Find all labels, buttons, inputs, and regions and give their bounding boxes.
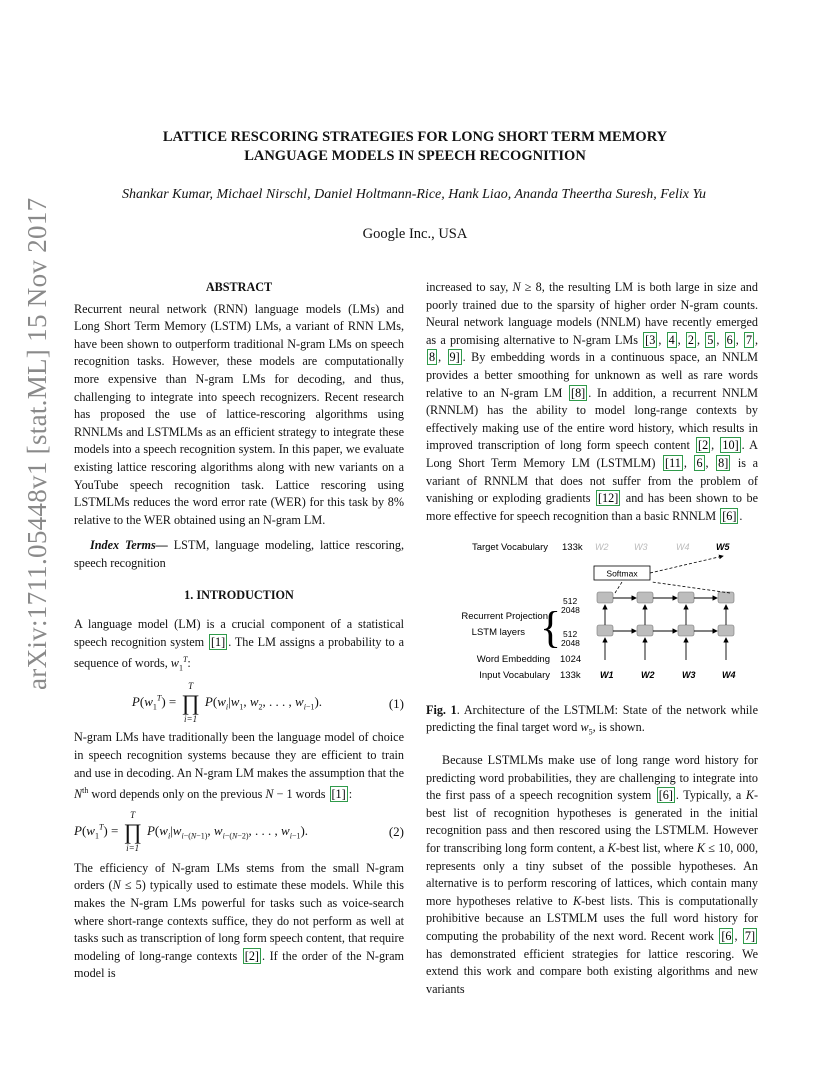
right-column-top [426,279,758,525]
affiliation: Google Inc., USA [362,226,468,242]
input-vocab-size: 133k [560,670,581,681]
right-p1-text-f: is a variant of RNNLM that does not suffer from the problem of vanishing or exploding gradients [426,455,759,506]
caption-end: , is shown. [592,720,645,734]
right-column-bottom [426,752,758,998]
citation-link[interactable]: 7 [745,332,753,347]
paper-title [90,128,740,166]
citation-link[interactable]: [11 [665,455,681,470]
input-word: W3 [682,670,696,680]
right-p2-text-d: -best list, where [615,840,697,855]
left-column [74,279,404,983]
right-p1-text-h: . [739,508,743,523]
citation-link[interactable]: [8] [571,385,586,400]
input-word: W2 [641,670,655,680]
output-word: W4 [676,542,690,552]
citation-link[interactable]: 2 [687,332,694,347]
abstract-heading: ABSTRACT [205,280,273,294]
lstm-cell [597,592,613,603]
dim-label: 2048 [561,605,580,615]
title-line-1: LATTICE RESCORING STRATEGIES FOR LONG SHORT TERM MEMORY [162,129,668,145]
citation-link[interactable]: 10] [722,438,739,453]
citation-link[interactable]: [3 [645,332,656,347]
dim-label: 512 [563,596,578,606]
intro-paragraph-1: A language model (LM) is a crucial component of a statistical speech recognition system [1] . The LM assigns a probability to a sequence of words, $w_1^T$: [74,617,404,673]
citation-link[interactable]: 9] [449,350,460,365]
citation-link[interactable]: [1] [331,787,346,802]
softmax-arrow [650,556,723,573]
citation-link[interactable]: 6 [696,455,703,470]
lstm-cell [678,625,694,636]
softmax-label: Softmax [606,568,638,579]
abstract-text: Recurrent neural network (RNN) language models (LMs) and Long Short Term Memory (LSTM) LMs, a variant of RNN LMs, have been shown to outperform traditional N-gram LMs on speech recognition tasks. However, these models are computationally more expensive than N-gram LMs for decoding, and thus, challenging to integrate into speech recognizers. Recent research has proposed the use of lattice-rescoring algorithms using RNNLMs and LSTMLMs as an efficient strategy to integrate these models into a speech recognition system. In this paper, we evaluate existing lattice rescoring algorithms along with new variants on a YouTube speech recognition task. Lattice rescoring using LSTMLMs reduces the word error rate (WER) for this task by 8% relative to the WER obtained using an N-gram LM. [74,301,404,527]
intro-p3-text-b: ) typically used to estimate these models. While this makes the N-gram LMs powerful for tasks such as voice-search where short-range contexts suffice, they do not perform as well at tasks such as transcription of long form speech content, that require modeling of long-range contexts [74,878,405,963]
target-vocab-label: Target Vocabulary [471,542,548,553]
input-word: W4 [722,670,736,680]
citation-link[interactable]: 8 [429,350,436,365]
lstm-cell [637,592,653,603]
intro-p3-text-a: The efficiency of N-gram LMs stems from the small N-gram orders ( [74,860,404,893]
lstm-cell [637,625,653,636]
right-p2-text-g: has demonstrated efficient strategies for lattice rescoring. We extend this work and compare both existing algorithms and new variants [426,946,758,996]
equation-1: $P(w_1^T)$ = T ∏ i=1 $P(w_i|w_1$, $w_2$, . . . , $w_{i-1}$). (1) [131,681,404,725]
lstm-cells [597,592,734,660]
dashed-link [652,582,730,593]
figure-caption: Fig. 1. Architecture of the LSTMLM: State of the network while predicting the final target word $w_5$, is shown. [426,703,758,737]
citation-link[interactable]: 8] [718,455,729,470]
recurrent-projection-label: Recurrent Projection [461,611,548,622]
caption-label: Fig. 1 [426,703,457,717]
output-words [595,542,730,552]
intro-paragraph-3: The efficiency of N-gram LMs stems from the small N-gram orders (N ≤ 5) typically used to estimate these models. While this makes the N-gram LMs powerful for tasks such as voice-search where short-range contexts suffice, they do not perform as well at tasks such as transcription of long form speech content, that require modeling of long-range contexts [2] . If the order of the N-gram model is [74,860,405,981]
index-terms [74,537,404,572]
word-embedding-size: 1024 [560,654,582,665]
intro-heading: 1. INTRODUCTION [184,587,294,602]
citation-link[interactable]: [2] [244,948,259,963]
right-p1-text-c: . By embedding words in a continuous space, an NNLM provides a better smoothing for unknown as well as rare words relative to an N-gram LM [426,350,759,400]
output-word: W3 [634,542,648,552]
dashed-link [615,582,622,593]
intro-p2-text-c: words [292,787,329,802]
citation-link[interactable]: [1] [210,634,226,649]
citation-link[interactable]: [12] [597,491,619,506]
dim-label: 512 [563,629,578,639]
right-p2-text-e: , represents only a tiny subset of the possible hypotheses. An alternative is to perform rescoring of lattices, which contain many more hypotheses relative to [426,840,758,908]
output-word: W5 [716,542,730,552]
author-list: Shankar Kumar, Michael Nirschl, Daniel Holtmann-Rice, Hank Liao, Ananda Theertha Suresh, Felix Yu [122,187,706,202]
lstm-cell [718,625,734,636]
input-word: W1 [600,670,614,680]
citation-link[interactable]: [6] [722,508,737,523]
citation-link[interactable]: [6] [658,788,673,803]
lstm-layers-label: LSTM layers [471,627,525,638]
caption-text: . Architecture of the LSTMLM: State of the network while predicting the final target word [426,703,758,734]
lstm-cell [597,625,613,636]
right-p2-text-c: -best list of recognition hypotheses is generated in the initial recognition pass and then rescored using the LSTMLM. However for transcribing long form content, a [426,788,759,855]
intro-paragraph-2: N-gram LMs have traditionally been the language model of choice in speech recognition systems because they are efficient to train and use in decoding. An N-gram LM makes the assumption that the $N^{th}$ word depends only on the previous N − 1 words [1] : [74,730,404,802]
intro-p2-text-b: word depends only on the previous [88,787,266,802]
index-terms-text: LSTM, language modeling, lattice rescoring, speech recognition [74,538,404,570]
citation-link[interactable]: 7] [744,928,755,943]
right-paragraph-1: increased to say, N ≥ 8, the resulting LM is both large in size and poorly trained due to the sparsity of higher order N-gram counts. Neural network language models (NNLM) have recently emerged as a promising alternative to N-gram LMs [3 , 4 , 2 , 5 , 6 , 7 , 8 , 9] . By embedding words in a continuous space, an NNLM provides a better smoothing for unknown as well as rare words relative to an N-gram LM [8] . In addition, a recurrent NNLM (RNNLM) has the ability to model long-range contexts by effectively making use of the entire word history, which results in improved transcription of long form speech content [2 , 10] . A Long Short Term Memory LM (LSTMLM) [11 , 6 , 8] is a variant of RNNLM that does not suffer from the problem of vanishing or exploding gradients [12] and has been shown to be more effective for speech recognition than a basic RNNLM [6] . [426,280,759,523]
equation-2: $P(w_1^T)$ = T ∏ i=1 $P(w_i|w_{i-(N-1)}$, $w_{i-(N-2)}$, . . . , $w_{i-1}$). (2) [74,809,404,853]
arxiv-identifier: arXiv:1711.05448v1 [stat.ML] 15 Nov 2017 [22,197,52,690]
citation-link[interactable]: 5 [707,332,714,347]
right-p1-text-g: and has been shown to be more effective for speech recognition than a basic RNNLM [426,491,758,523]
layer-brace: { [540,603,562,652]
target-vocab-size: 133k [562,542,583,553]
lstm-architecture-figure [440,536,760,686]
citation-link[interactable]: [2 [698,438,709,453]
lstm-cell [718,592,734,603]
right-p1-text-e: . A Long Short Term Memory LM (LSTMLM) [426,438,758,470]
intro-p1-text-b: . The LM assigns a probability to a sequence of words, [74,634,404,671]
right-p1-text-b: , the resulting LM is both large in size and poorly trained due to the sparsity of higher order N-gram counts. Neural network language models (NNLM) have recently emerged as a promising alternative to N-gram LMs [426,280,758,347]
intro-p3-text-c: . If the order of the N-gram model is [74,948,404,981]
index-terms-label: Index Terms— [90,538,168,553]
intro-p2-text-a: N-gram LMs have traditionally been the language model of choice in speech recognition systems because they are efficient to train and use in decoding. An N-gram LM makes the assumption that the [74,730,404,780]
citation-link[interactable]: 4 [668,332,675,347]
right-paragraph-2: Because LSTMLMs make use of long range word history for predicting word probabilities, they are challenging to integrate into the first pass of a speech recognition system [6] . Typically, a K-best list of recognition hypotheses is generated in the initial recognition pass and then rescored using the LSTMLM. However for transcribing long form content, a K-best list, where K ≤ 10, 000, represents only a tiny subset of the possible hypotheses. An alternative is to perform rescoring of lattices, which contain many more hypotheses relative to K-best lists. This is computationally prohibitive because an LSTMLM uses the full word history for computing the probability of the next word. Recent work [6 , 7] has demonstrated efficient strategies for lattice rescoring. We extend this work and compare both existing algorithms and new variants [426,753,759,996]
lstm-cell [678,592,694,603]
intro-p1-text-a: A language model (LM) is a crucial component of a statistical speech recognition system [74,617,404,649]
right-p1-text-a: increased to say, [426,280,513,294]
input-vocab-label: Input Vocabulary [479,670,550,681]
citation-link[interactable]: 6 [726,332,733,347]
equation-2-number: (2) [388,824,404,840]
citation-link[interactable]: [6 [721,928,732,943]
right-p2-text-f: -best lists. This is computationally prohibitive because an LSTMLM uses the full word history for computing the probability of the next word. Recent work [426,893,758,943]
output-word: W2 [595,542,609,552]
word-embedding-label: Word Embedding [476,654,550,665]
right-p2-text-a: Because LSTMLMs make use of long range word history for predicting word probabilities, they are challenging to integrate into the first pass of a speech recognition system [426,753,758,803]
right-p2-text-b: . Typically, a [675,788,746,803]
equation-1-number: (1) [388,695,404,711]
right-p1-text-d: . In addition, a recurrent NNLM (RNNLM) has the ability to model long-range contexts by effectively making use of the entire word history, which results in improved transcription of long form speech content [426,385,758,453]
dim-label: 2048 [561,638,580,648]
title-line-2: LANGUAGE MODELS IN SPEECH RECOGNITION [244,148,586,164]
